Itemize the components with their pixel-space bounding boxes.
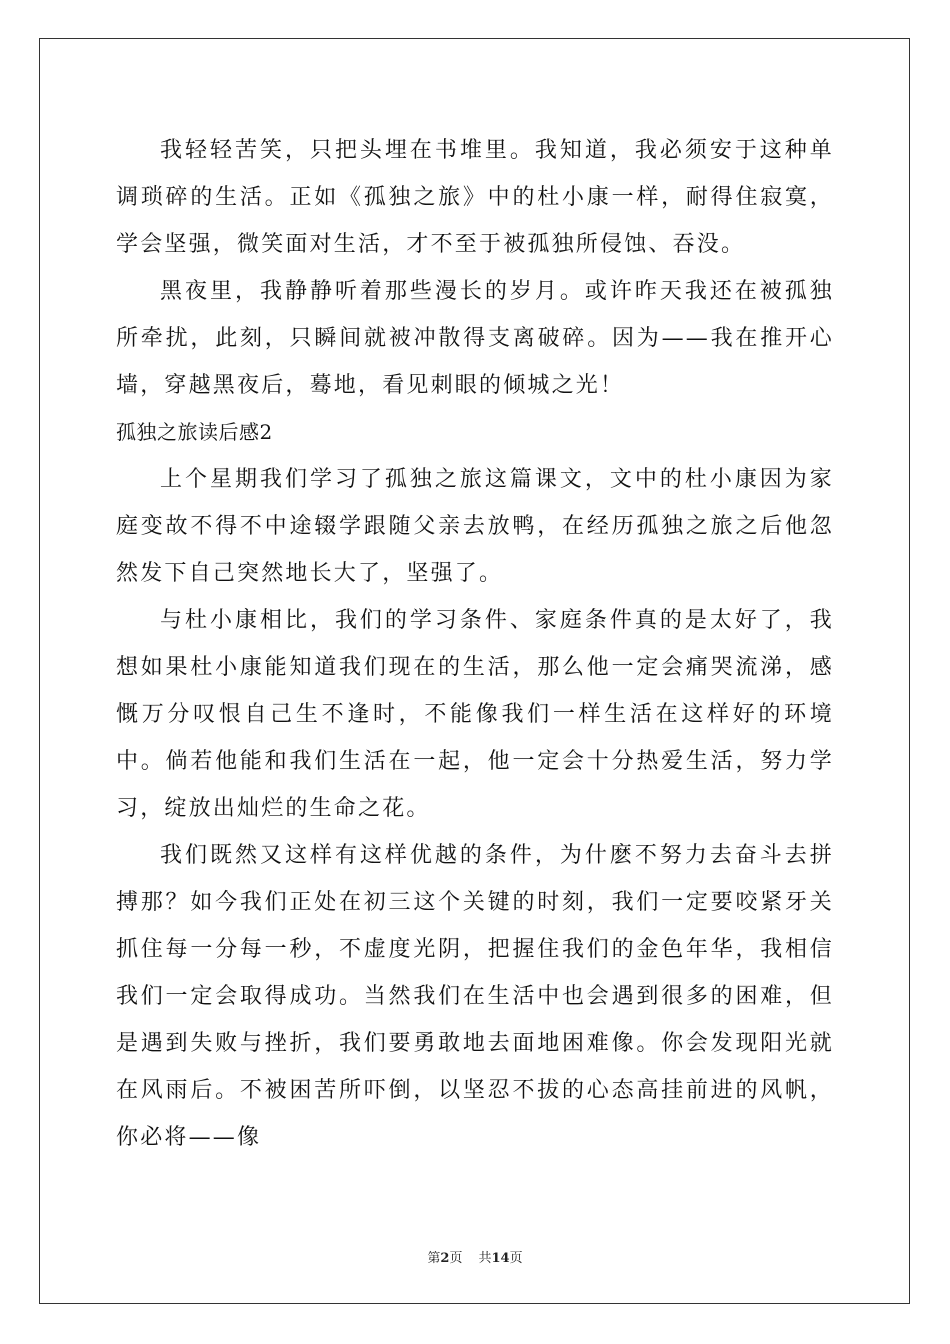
paragraph: 黑夜里，我静静听着那些漫长的岁月。或许昨天我还在被孤独所牵扰，此刻，只瞬间就被冲散得支离破碎。因为——我在推开心墙，穿越黑夜后，蓦地，看见刺眼的倾城之光！ — [116, 279, 834, 398]
paragraph: 与杜小康相比，我们的学习条件、家庭条件真的是太好了，我想如果杜小康能知道我们现在的生活，那么他一定会痛哭流涕，感慨万分叹恨自己生不逢时，不能像我们一样生活在这样好的环境中。倘若他能和我们生活在一起，他一定会十分热爱生活，努力学习，绽放出灿烂的生命之花。 — [116, 608, 834, 821]
page-number-prefix: 第 — [427, 1251, 441, 1266]
page-total-count: 14 — [491, 1251, 510, 1266]
page-number-unit: 页 — [449, 1251, 463, 1266]
paragraph: 我轻轻苦笑，只把头埋在书堆里。我知道，我必须安于这种单调琐碎的生活。正如《孤独之旅》中的杜小康一样，耐得住寂寞，学会坚强，微笑面对生活，才不至于被孤独所侵蚀、吞没。 — [116, 138, 834, 257]
paragraph: 上个星期我们学习了孤独之旅这篇课文，文中的杜小康因为家庭变故不得不中途辍学跟随父亲去放鸭，在经历孤独之旅之后他忽然发下自己突然地长大了，坚强了。 — [116, 467, 834, 586]
page-total-unit: 页 — [509, 1251, 523, 1266]
document-body — [116, 127, 834, 1161]
paragraph: 我们既然又这样有这样优越的条件，为什麽不努力去奋斗去拼搏那？如今我们正处在初三这个关键的时刻，我们一定要咬紧牙关抓住每一分每一秒，不虚度光阴，把握住我们的金色年华，我相信我们一定会取得成功。当然我们在生活中也会遇到很多的困难，但是遇到失败与挫折，我们要勇敢地去面地困难像。你会发现阳光就在风雨后。不被困苦所吓倒，以坚忍不拔的心态高挂前进的风帆，你必将——像 — [116, 843, 834, 1150]
page-total-prefix: 共 — [478, 1251, 492, 1266]
section-heading: 孤独之旅读后感2 — [116, 420, 273, 444]
page-number-current: 2 — [440, 1251, 450, 1266]
page-footer — [0, 1247, 950, 1266]
